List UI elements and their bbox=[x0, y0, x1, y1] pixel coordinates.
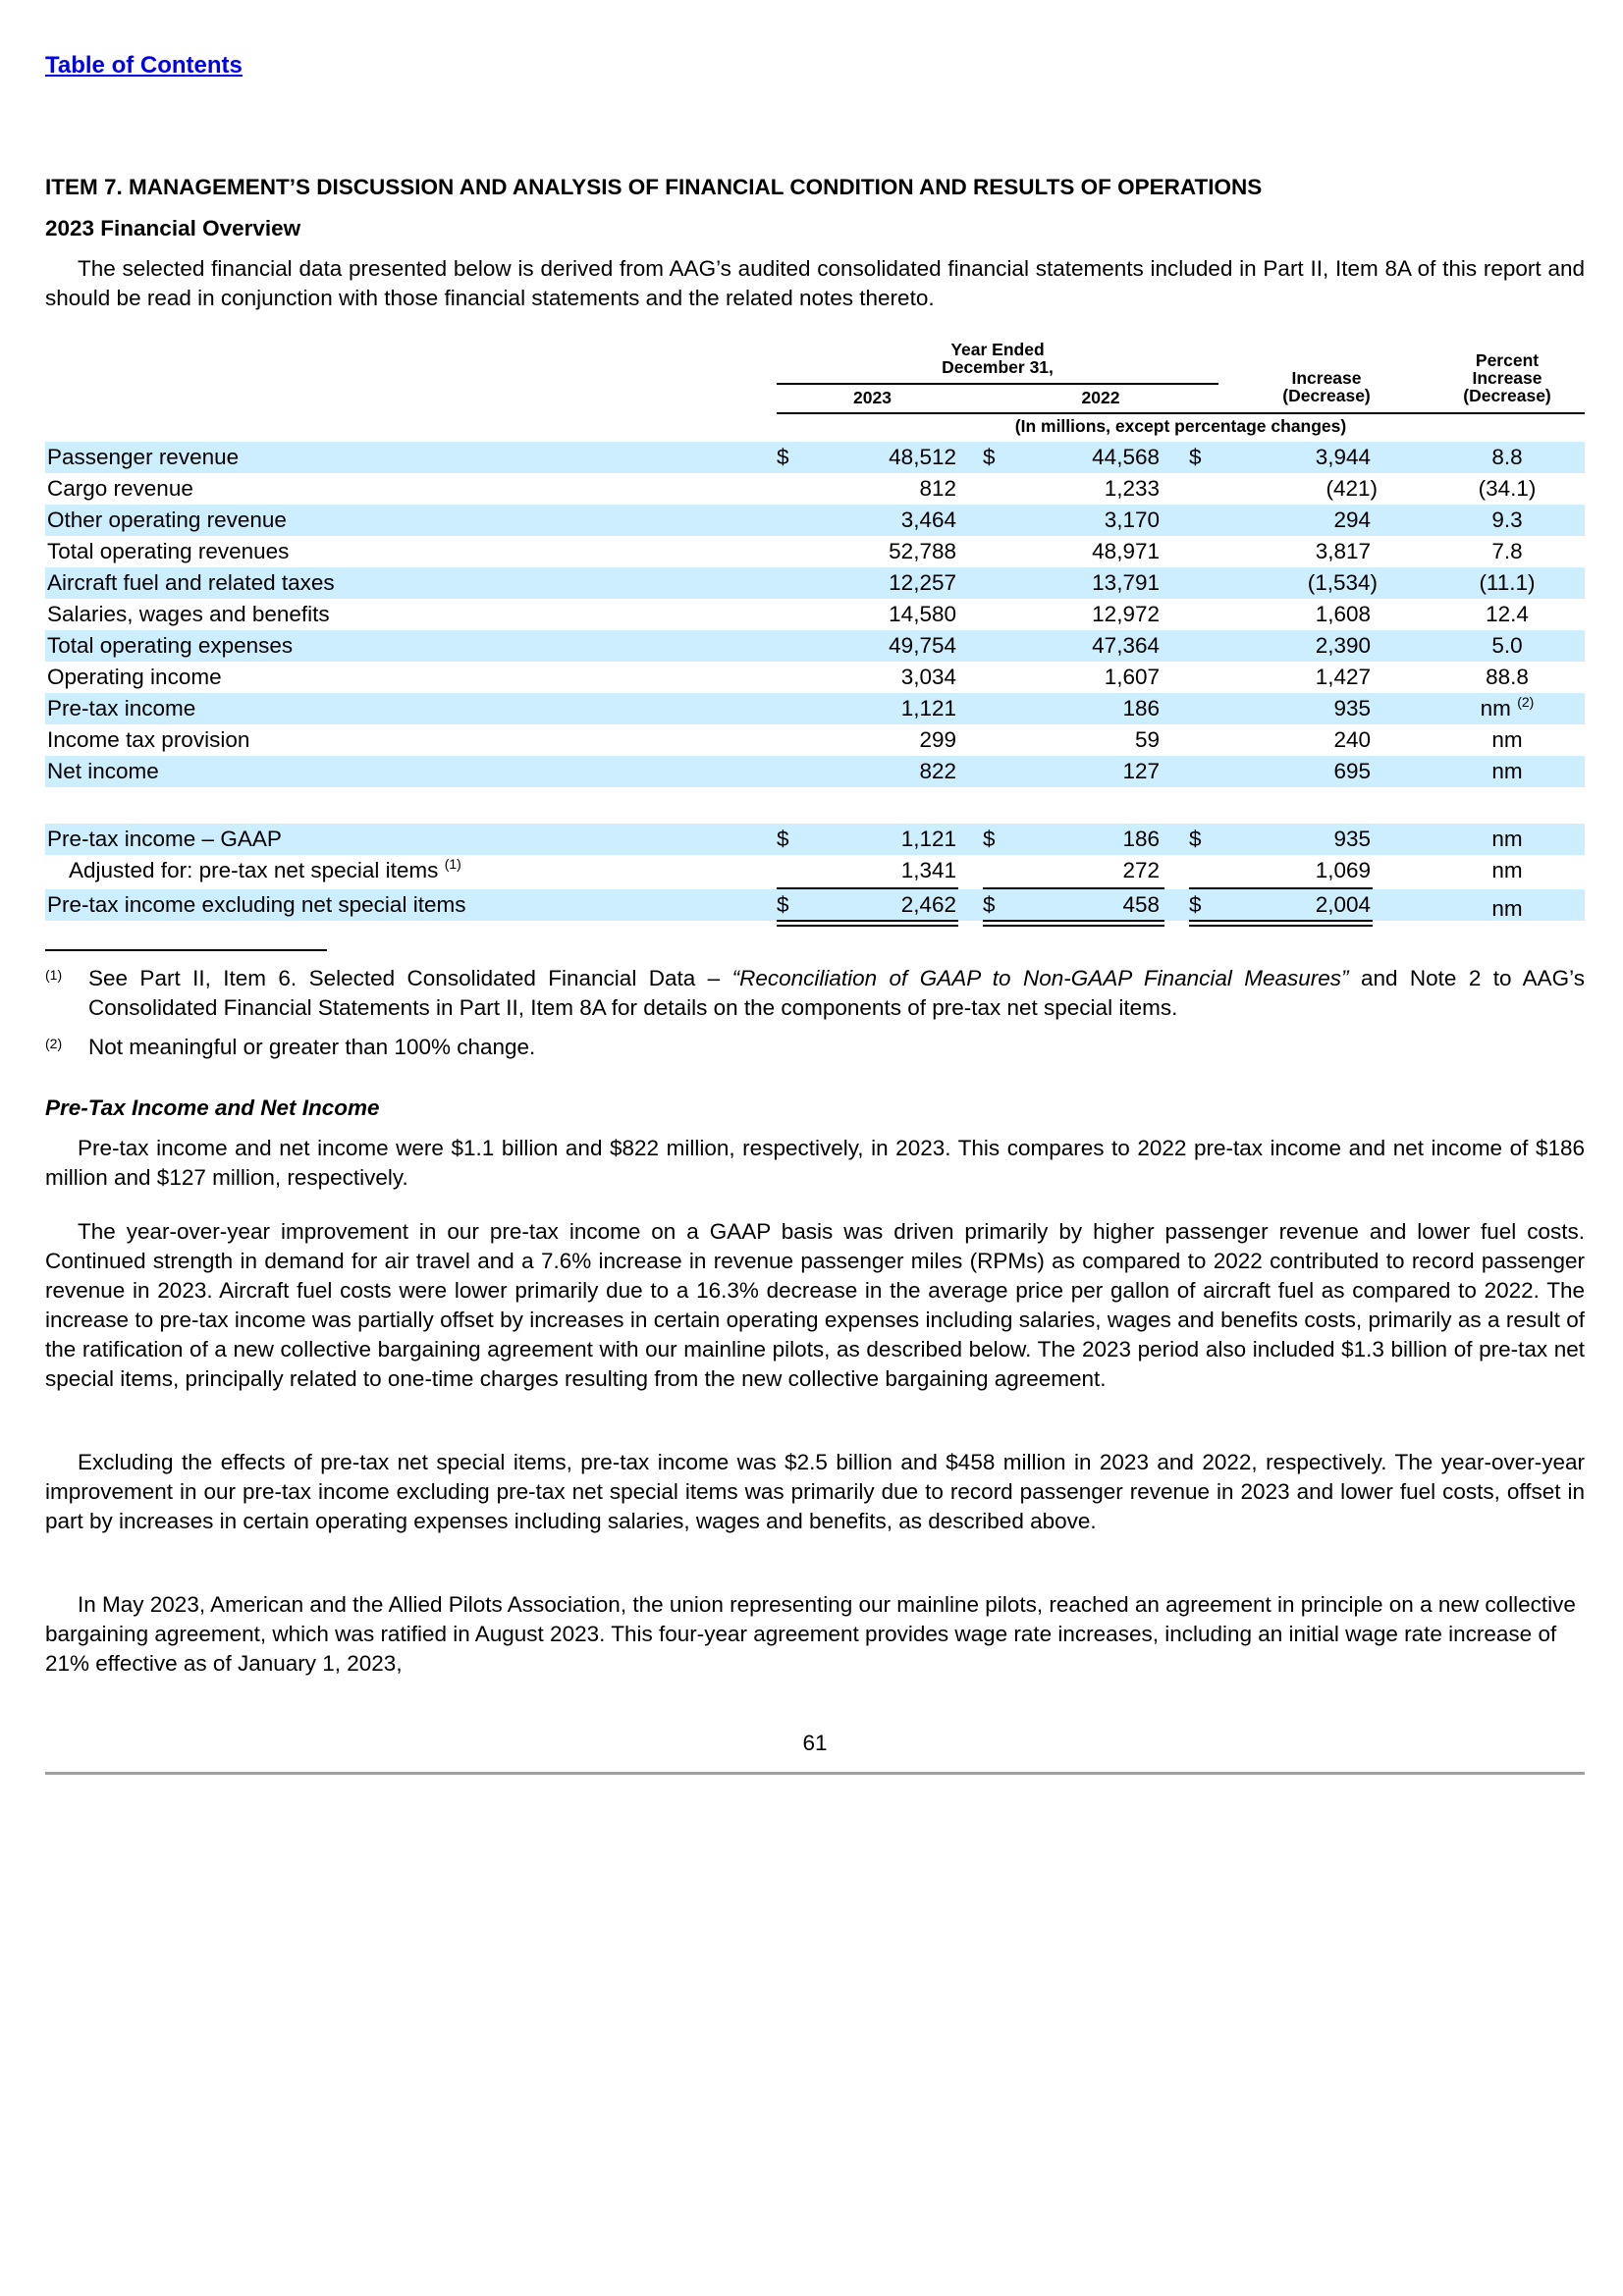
header-2023: 2023 bbox=[853, 388, 892, 407]
value-pct: 8.8 bbox=[1491, 445, 1523, 469]
table-row-reconciliation bbox=[45, 855, 1585, 886]
row-label: Net income bbox=[47, 759, 159, 783]
value-pct: nm bbox=[1491, 727, 1523, 752]
value-change: 695 bbox=[1333, 759, 1371, 783]
currency-symbol: $ bbox=[983, 827, 996, 851]
value-2022: 12,972 bbox=[1092, 602, 1160, 626]
value-change: 1,608 bbox=[1315, 602, 1371, 626]
value-pct: 7.8 bbox=[1491, 539, 1523, 563]
row-label: Total operating revenues bbox=[47, 539, 290, 563]
value-2022: 59 bbox=[1134, 727, 1160, 752]
currency-symbol: $ bbox=[983, 445, 996, 469]
currency-symbol: $ bbox=[777, 445, 789, 469]
value-2022: 3,170 bbox=[1104, 507, 1160, 532]
paragraph-text: The year-over-year improvement in our pre-tax income on a GAAP basis was driven primarily by higher passenger revenue and lower fuel costs. Continued strength in demand for air travel and a 7.6% increase in revenue passenger miles (RPMs) as compared to 2022 contributed to record passenger revenue in 2023. Aircraft fuel costs were lower primarily due to a 16.3% decrease in the average price per gallon of aircraft fuel as compared to 2022. The increase to pre-tax income was partially offset by increases in certain operating expenses including salaries, wages and benefits costs, primarily as a result of the ratification of a new collective bargaining agreement with our mainline pilots, as described below. The 2023 period also included $1.3 billion of pre-tax net special items, principally related to one-time charges resulting from the new collective bargaining agreement. bbox=[45, 1219, 1585, 1391]
table-row bbox=[45, 756, 1585, 787]
section-title: Pre-Tax Income and Net Income bbox=[45, 1095, 380, 1120]
paragraph-text: Pre-tax income and net income were $1.1 billion and $822 million, respectively, in 2023. This compares to 2022 pre-tax income and net income of $186 million and $127 million, respectively. bbox=[45, 1136, 1585, 1190]
body-paragraph bbox=[45, 1590, 1585, 1679]
page-number: 61 bbox=[802, 1731, 828, 1755]
item-heading: ITEM 7. MANAGEMENT’S DISCUSSION AND ANALYSIS OF FINANCIAL CONDITION AND RESULTS OF OPERATIONS bbox=[45, 175, 1263, 199]
footer-rule bbox=[45, 1772, 1585, 1775]
table-row bbox=[45, 724, 1585, 756]
value-2023: 3,034 bbox=[900, 665, 956, 689]
value-2023: 812 bbox=[919, 476, 956, 501]
value-2023: 14,580 bbox=[889, 602, 956, 626]
value-pct: (11.1) bbox=[1479, 570, 1536, 595]
value-change: 3,817 bbox=[1315, 539, 1371, 563]
header-year-ended-line1: Year Ended bbox=[950, 340, 1045, 359]
table-row bbox=[45, 536, 1585, 567]
value-2022: 458 bbox=[1122, 892, 1160, 917]
value-2022: 13,791 bbox=[1092, 570, 1160, 595]
body-paragraph bbox=[45, 1217, 1585, 1394]
value-change: 935 bbox=[1333, 696, 1371, 721]
value-pct: 12.4 bbox=[1486, 602, 1529, 626]
footnote-separator bbox=[45, 949, 327, 951]
value-change: 294 bbox=[1333, 507, 1371, 532]
row-label: Pre-tax income excluding net special items bbox=[47, 892, 466, 917]
table-row bbox=[45, 442, 1585, 473]
value-2022: 186 bbox=[1122, 696, 1160, 721]
table-row bbox=[45, 693, 1585, 724]
header-increase-decrease bbox=[1233, 369, 1420, 404]
value-2023: 12,257 bbox=[889, 570, 956, 595]
value-2023: 1,341 bbox=[900, 858, 956, 882]
value-2023: 1,121 bbox=[900, 696, 956, 721]
value-2023: 49,754 bbox=[889, 633, 956, 658]
value-pct: nm bbox=[1491, 896, 1523, 921]
paragraph-text: In May 2023, American and the Allied Pilots Association, the union representing our mainline pilots, reached an agreement in principle on a new collective bargaining agreement, which was ratified in August 2023. This four-year agreement provides wage rate increases, including an initial wage rate increase of 21% effective as of January 1, 2023, bbox=[45, 1592, 1576, 1676]
value-2023: 1,121 bbox=[900, 827, 956, 851]
currency-symbol: $ bbox=[777, 892, 789, 917]
row-label: Operating income bbox=[47, 665, 222, 689]
row-label: Other operating revenue bbox=[47, 507, 287, 532]
row-label-text: Adjusted for: pre-tax net special items bbox=[69, 858, 439, 882]
row-label: Income tax provision bbox=[47, 727, 250, 752]
value-2022: 44,568 bbox=[1092, 445, 1160, 469]
row-label: Pre-tax income – GAAP bbox=[47, 827, 282, 851]
header-rule-main bbox=[777, 412, 1585, 414]
row-label: Cargo revenue bbox=[47, 476, 193, 501]
currency-symbol: $ bbox=[1189, 827, 1202, 851]
value-2022: 47,364 bbox=[1092, 633, 1160, 658]
value-2023: 52,788 bbox=[889, 539, 956, 563]
row-label: Pre-tax income bbox=[47, 696, 196, 721]
header-year-ended bbox=[777, 341, 1218, 376]
header-increase-line1: Increase bbox=[1291, 368, 1362, 388]
value-2023: 2,462 bbox=[900, 892, 956, 917]
value-pct: nm bbox=[1491, 827, 1523, 851]
body-paragraph bbox=[45, 1134, 1585, 1193]
footnote-text: Not meaningful or greater than 100% change. bbox=[88, 1035, 536, 1059]
footnote-ref: (1) bbox=[444, 856, 461, 872]
header-year-ended-line2: December 31, bbox=[942, 357, 1054, 377]
footnote-mark: (2) bbox=[45, 1036, 63, 1051]
footnote-text bbox=[88, 964, 1585, 1023]
footnote-2 bbox=[45, 1033, 1585, 1062]
table-row bbox=[45, 505, 1585, 536]
table-row bbox=[45, 473, 1585, 505]
value-2023: 822 bbox=[919, 759, 956, 783]
body-paragraph bbox=[45, 1448, 1585, 1536]
value-2022: 1,233 bbox=[1104, 476, 1160, 501]
total-double-rule bbox=[983, 925, 1164, 927]
currency-symbol: $ bbox=[1189, 892, 1202, 917]
footnote-1 bbox=[45, 964, 1585, 1023]
footnote-mark: (1) bbox=[45, 967, 63, 983]
row-label: Passenger revenue bbox=[47, 445, 240, 469]
total-double-rule bbox=[777, 920, 958, 922]
value-pct: nm bbox=[1491, 759, 1523, 783]
currency-symbol: $ bbox=[1189, 445, 1202, 469]
header-increase-line2: (Decrease) bbox=[1282, 386, 1371, 405]
currency-symbol: $ bbox=[777, 827, 789, 851]
value-2022: 186 bbox=[1122, 827, 1160, 851]
header-percent-change bbox=[1430, 351, 1585, 404]
value-change: 1,427 bbox=[1315, 665, 1371, 689]
value-pct: 9.3 bbox=[1491, 507, 1523, 532]
intro-text: The selected financial data presented below is derived from AAG’s audited consolidated financial statements included in Part II, Item 8A of this report and should be read in conjunction with those financial statements and the related notes thereto. bbox=[45, 256, 1585, 310]
table-row bbox=[45, 662, 1585, 693]
value-change: (1,534) bbox=[1307, 570, 1378, 595]
footnote-ref: (2) bbox=[1517, 694, 1535, 710]
paragraph-text: Excluding the effects of pre-tax net special items, pre-tax income was $2.5 billion and $458 million in 2023 and 2022, respectively. The year-over-year improvement in our pre-tax income excluding pre-tax net special items was primarily due to record passenger revenue in 2023 and lower fuel costs, offset in part by increases in certain operating expenses including salaries, wages and benefits, as described above. bbox=[45, 1450, 1585, 1533]
value-pct bbox=[1430, 693, 1585, 724]
table-row bbox=[45, 599, 1585, 630]
value-2023: 48,512 bbox=[889, 445, 956, 469]
value-change: 1,069 bbox=[1315, 858, 1371, 882]
value-2022: 127 bbox=[1122, 759, 1160, 783]
currency-symbol: $ bbox=[983, 892, 996, 917]
total-double-rule bbox=[983, 920, 1164, 922]
value-pct: 5.0 bbox=[1491, 633, 1523, 658]
value-2023: 3,464 bbox=[900, 507, 956, 532]
value-2022: 1,607 bbox=[1104, 665, 1160, 689]
value-change: 2,390 bbox=[1315, 633, 1371, 658]
row-label: Salaries, wages and benefits bbox=[47, 602, 330, 626]
header-pct-line3: (Decrease) bbox=[1463, 386, 1551, 405]
value-2022: 272 bbox=[1122, 858, 1160, 882]
footnote-text-pre: See Part II, Item 6. Selected Consolidated Financial Data – bbox=[88, 966, 732, 990]
value-pct: nm bbox=[1491, 858, 1523, 882]
value-pct-text: nm bbox=[1480, 696, 1511, 721]
footnote-text-italic: “Reconciliation of GAAP to Non-GAAP Financial Measures” bbox=[731, 966, 1349, 990]
value-2023: 299 bbox=[919, 727, 956, 752]
value-2022: 48,971 bbox=[1092, 539, 1160, 563]
header-pct-line2: Increase bbox=[1472, 368, 1542, 388]
total-double-rule bbox=[1189, 925, 1373, 927]
value-pct: 88.8 bbox=[1486, 665, 1529, 689]
value-change: 3,944 bbox=[1315, 445, 1371, 469]
value-change: 935 bbox=[1333, 827, 1371, 851]
total-double-rule bbox=[1189, 920, 1373, 922]
header-rule-year bbox=[777, 383, 1218, 385]
sub-heading: 2023 Financial Overview bbox=[45, 216, 301, 240]
header-pct-line1: Percent bbox=[1475, 350, 1540, 370]
row-label bbox=[69, 855, 461, 886]
total-double-rule bbox=[777, 925, 958, 927]
header-units: (In millions, except percentage changes) bbox=[1014, 416, 1347, 436]
row-label: Aircraft fuel and related taxes bbox=[47, 570, 335, 595]
table-of-contents-link[interactable]: Table of Contents bbox=[45, 52, 243, 79]
value-change: (421) bbox=[1325, 476, 1378, 501]
header-2022: 2022 bbox=[1081, 388, 1120, 407]
intro-paragraph bbox=[45, 254, 1585, 313]
footnote-text-post: and Note 2 to AAG’s Consolidated Financial Statements in Part II, Item 8A for details on the components of pre-tax net special items. bbox=[88, 966, 1586, 1020]
value-change: 2,004 bbox=[1315, 892, 1371, 917]
table-row-reconciliation bbox=[45, 889, 1585, 921]
row-label: Total operating expenses bbox=[47, 633, 294, 658]
value-change: 240 bbox=[1333, 727, 1371, 752]
table-row-reconciliation bbox=[45, 824, 1585, 855]
value-pct: (34.1) bbox=[1478, 476, 1537, 501]
table-row bbox=[45, 567, 1585, 599]
table-row bbox=[45, 630, 1585, 662]
